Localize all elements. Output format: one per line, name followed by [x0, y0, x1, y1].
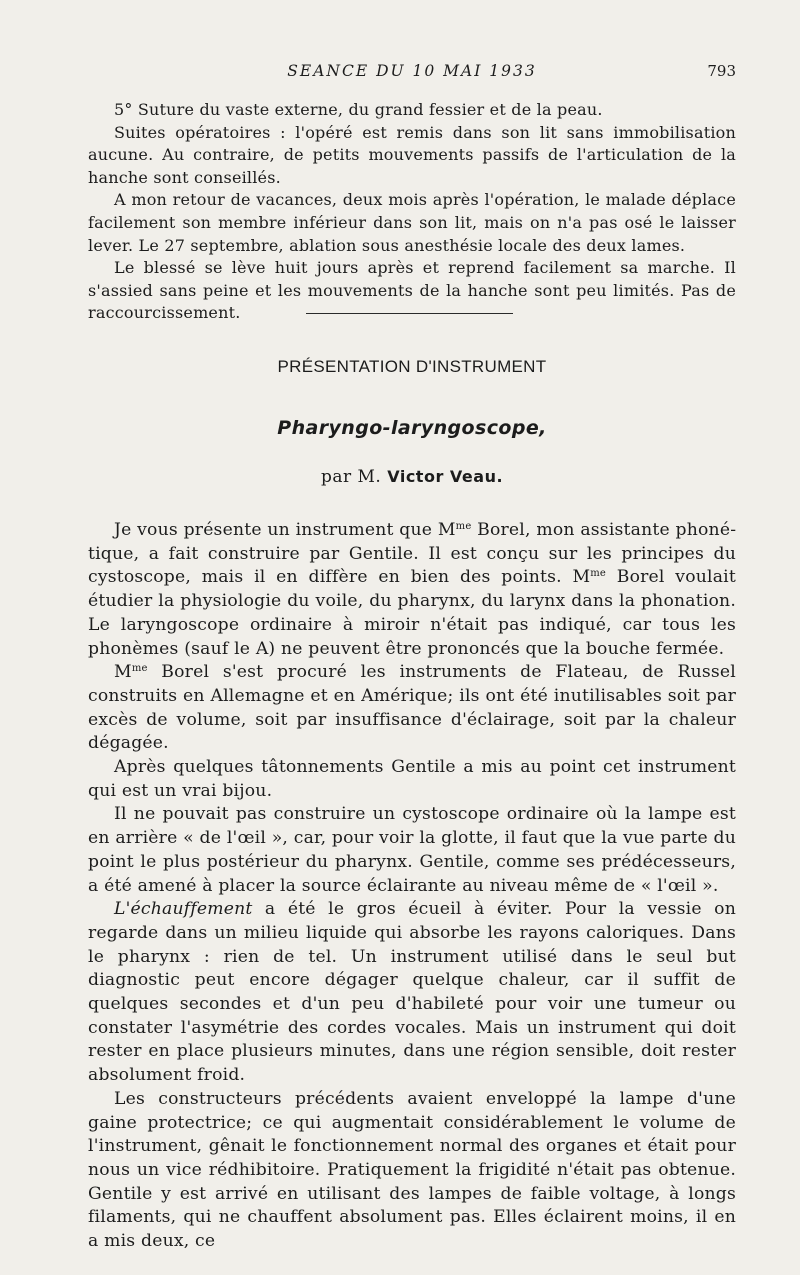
intro-paragraph-2: Suites opératoires : l'opéré est remis dans son lit sans immobilisation aucune. Au contraire, de petits mouvements passifs de l'articulation de la hanche sont conseillés. [88, 122, 736, 187]
body-text [88, 519, 736, 1254]
page-number: 793 [707, 62, 736, 80]
byline [88, 467, 736, 487]
body-paragraph-1: Je vous présente un instrument que $M^{me}$ Borel, mon assistante phonétique, a fait construire par Gentile. Il est conçu sur les principes du cystoscope, mais il en diffère en bien des points. $M^{me}$ Borel voulait étudier la physiologie du voile, du pharynx, du larynx dans la phonation. Le laryngoscope ordinaire à miroir n'était pas indiqué, car tous les phonèmes (sauf le A) ne peuvent être prononcés que la bouche fermée. [88, 520, 736, 659]
intro-paragraph-4: Le blessé se lève huit jours après et reprend facilement sa marche. Il s'assied sans peine et les mouvements de la hanche sont peu limités. Pas de raccourcissement. [88, 258, 736, 323]
body-paragraph-5: L'échauffement a été le gros écueil à éviter. Pour la vessie on regarde dans un milieu liquide qui absorbe les rayons caloriques. Dans le pharynx : rien de tel. Un instrument utilisé dans le seul but diagnostic peut encore dégager quelque chaleur, car il suffit de quelques secondes et d'un peu d'habileté pour voir une tumeur ou constater l'asymétrie des cordes vocales. Mais un instrument qui doit rester en place plusieurs minutes, dans une région sensible, doit rester absolument froid. [88, 899, 736, 1086]
body-paragraph-4: Il ne pouvait pas construire un cystoscope ordinaire où la lampe est en arrière « de l'œil », car, pour voir la glotte, il faut que la vue parte du point le plus postérieur du pharynx. Gentile, comme ses prédécesseurs, a été amené à placer la source éclairante au niveau même de « l'œil ». [88, 804, 736, 896]
byline-prefix: par M. [320, 467, 388, 487]
header-title: SEANCE DU 10 MAI 1933 [287, 62, 537, 80]
intro-text [88, 99, 736, 325]
intro-paragraph-3: A mon retour de vacances, deux mois après l'opération, le malade déplace facilement son membre inférieur dans son lit, mais on n'a pas osé le laisser lever. Le 27 septembre, ablation sous anesthésie locale des deux lames. [88, 190, 736, 255]
running-header [88, 62, 736, 84]
body-paragraph-2: $M^{me}$ Borel s'est procuré les instruments de Flateau, de Russel construits en Allemagne et en Amérique; ils ont été inutilisables soit par excès de volume, soit par insuffisance d'éclairage, soit par la chaleur dégagée. [88, 662, 736, 754]
author-name: Victor Veau. [387, 467, 504, 486]
section-divider [306, 313, 513, 314]
body-paragraph-6: Les constructeurs précédents avaient enveloppé la lampe d'une gaine protectrice; ce qui augmentait considérablement le volume de l'instrument, gênait le fonctionnement normal des organes et était pour nous un vice rédhibitoire. Pratiquement la frigidité n'était pas obtenue. Gentile y est arrivé en utilisant des lampes de faible voltage, à longs filaments, qui ne chauffent absolument pas. Elles éclairent moins, il en a mis deux, ce [88, 1088, 736, 1252]
section-title: PRÉSENTATION D'INSTRUMENT [277, 357, 547, 376]
article-title: Pharyngo-laryngoscope, [277, 417, 547, 439]
body-paragraph-3: Après quelques tâtonnements Gentile a mis au point cet instrument qui est un vrai bijou. [88, 757, 736, 801]
intro-paragraph-1: 5° Suture du vaste externe, du grand fessier et de la peau. [114, 100, 603, 119]
